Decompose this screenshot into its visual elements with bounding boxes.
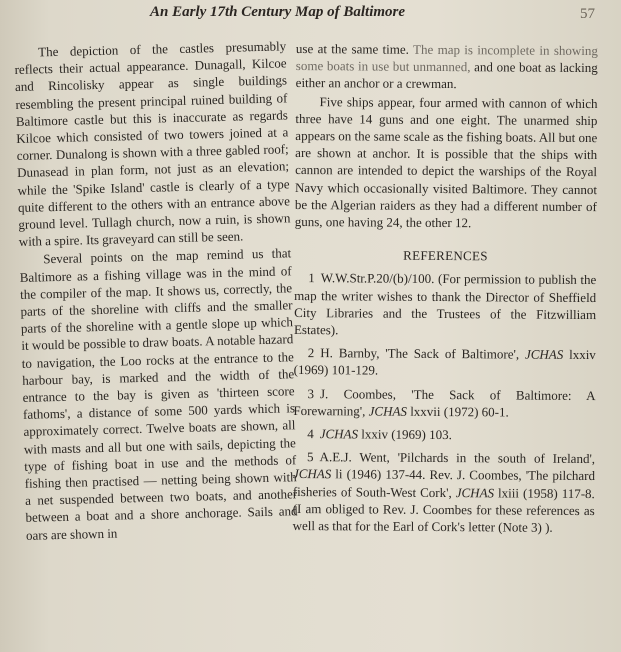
continuation-start: use at the same time. [295, 40, 410, 57]
paragraph-fishing-village: Several points on the map remind us that Baltimore as a fishing village was in the mind of the compiler of the map. It shows us, correctly, the parts of the shoreline with cliffs and the smaller parts of the shoreline with a gentle slope up which it would be possible to draw boats. A notable hazard to navigation, the Loo rocks at the entrance to the harbour bay, is marked and the width of the entrance to the bay is given as 'thirteen score fathoms', a distance of some 500 yards which is approximately correct. Twelve boats are shown, all with masts and all but one with sails, depicting the type of fishing boat in use and the methods of fishing then practised — netting being shown with a net suspended between two boats, and another between a boat and a shore anchorage. Sails and oars are shown in [19, 245, 298, 543]
reference-4 [293, 425, 595, 444]
reference-text: lxxiv (1969) 101-129. [293, 347, 596, 379]
reference-text: lxiii (1958) 117-8. (I am obliged to Rev. J. Coombes for these references as well as that for the Earl of Cork's letter (Note 3) ). [292, 485, 595, 535]
paragraph-continuation [296, 40, 598, 94]
reference-text: A.E.J. Went, 'Pilchards in the south of Ireland', [319, 449, 596, 467]
journal-abbrev: JCHAS [524, 346, 564, 363]
reference-2 [294, 344, 596, 381]
reference-number: 5 [307, 449, 314, 465]
journal-abbrev: JCHAS [319, 426, 359, 442]
continuation-end: and one boat as lacking either an anchor or a crewman. [295, 59, 598, 92]
page-number: 57 [580, 6, 595, 22]
reference-text: H. Barnby, 'The Sack of Baltimore', [320, 345, 520, 362]
reference-number: 1 [308, 270, 315, 286]
reference-1 [294, 269, 596, 340]
reference-text: li (1946) 137-44. Rev. J. Coombes, 'The pilchard fisheries of South-West Cork', [292, 466, 596, 500]
reference-text: J. Coombes, 'The Sack of Baltimore: A Forewarning', [293, 385, 596, 419]
continuation-faded-text: The map is incomplete in showing some boats in use but unmanned, [295, 41, 598, 75]
reference-3 [293, 385, 595, 422]
reference-text: lxxvii (1972) 60-1. [410, 403, 509, 420]
paragraph-castles: The depiction of the castles presumably reflects their actual appearance. Dunagall, Kilcoe and Rincolisky appear as single buildings resembling the present principal ruined building of Baltimore castle but this is inaccurate as regards Kilcoe which consisted of two towers joined at a corner. Dunalong is shown with a three gabled roof; Dunasead in plan form, not just as an elevation; while the 'Spike Island' castle is clearly of a type quite different to the others with an entrance above ground level. Tullagh church, now a ruin, is shown with a spire. Its graveyard can still be seen. [14, 38, 291, 250]
journal-abbrev: JCHAS [368, 403, 408, 419]
right-column [293, 40, 598, 536]
paragraph-ships: Five ships appear, four armed with cannon of which three have 14 guns and one eight. The unarmed ship appears on the same scale as the fishing boats. All but one are shown at anchor. It is possible that the ships with cannon are intended to depict the warships of the Royal Navy which occasionally visited Baltimore. They cannot be the Algerian raiders as they had a different number of guns, one having 24, the other 12. [294, 93, 598, 231]
reference-text: lxxiv (1969) 103. [361, 426, 452, 443]
reference-number: 3 [307, 385, 315, 401]
reference-5 [293, 448, 596, 536]
reference-number: 4 [307, 426, 314, 442]
references-heading: REFERENCES [403, 247, 488, 264]
left-column [14, 37, 298, 543]
running-title: An Early 17th Century Map of Baltimore [150, 4, 406, 20]
journal-abbrev: JCHAS [455, 484, 495, 501]
reference-text: W.W.Str.P.20/(b)/100. (For permission to publish the map the writer wishes to thank the Director of Sheffield City Libraries and the Trustees of the Fitzwilliam Estates). [293, 270, 597, 338]
journal-abbrev: JCHAS [292, 466, 332, 482]
page-header [0, 4, 621, 30]
reference-number: 2 [307, 345, 315, 361]
